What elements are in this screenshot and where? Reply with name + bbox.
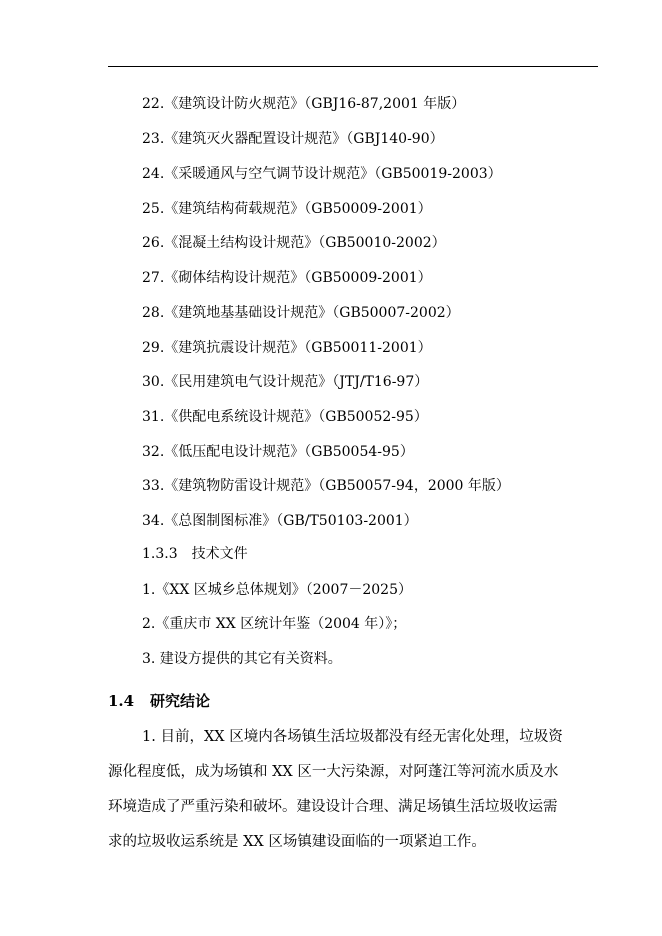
conclusion-line-4: 求的垃圾收运系统是 XX 区场镇建设面临的一项紧迫工作。 [108, 834, 486, 850]
reference-item-31: 31.《供配电系统设计规范》（GB50052-95） [142, 409, 428, 425]
reference-item-23: 23.《建筑灭火器配置设计规范》（GBJ140-90） [142, 131, 444, 147]
reference-item-32: 32.《低压配电设计规范》（GB50054-95） [142, 444, 414, 460]
conclusion-line-2: 源化程度低，成为场镇和 XX 区一大污染源，对阿蓬江等河流水质及水 [108, 764, 559, 780]
reference-item-29: 29.《建筑抗震设计规范》（GB50011-2001） [142, 340, 432, 356]
reference-item-22: 22.《建筑设计防火规范》（GBJ16-87,2001 年版） [142, 96, 466, 112]
reference-item-33: 33.《建筑物防雷设计规范》（GB50057-94，2000 年版） [142, 478, 510, 494]
reference-item-28: 28.《建筑地基基础设计规范》（GB50007-2002） [142, 305, 460, 321]
section-title: 研究结论 [150, 692, 211, 710]
reference-item-24: 24.《采暖通风与空气调节设计规范》（GB50019-2003） [142, 166, 502, 182]
conclusion-line-3: 环境造成了严重污染和破坏。建设设计合理、满足场镇生活垃圾收运需 [108, 799, 558, 815]
reference-item-25: 25.《建筑结构荷载规范》（GB50009-2001） [142, 201, 432, 217]
reference-item-30: 30.《民用建筑电气设计规范》（JTJ/T16-97） [142, 374, 429, 390]
tech-doc-item-3: 3. 建设方提供的其它有关资料。 [142, 651, 342, 667]
subsection-number: 1.3.3 [142, 546, 178, 562]
reference-item-34: 34.《总图制图标准》（GB/T50103-2001） [142, 513, 418, 529]
conclusion-line-1: 1. 目前，XX 区境内各场镇生活垃圾都没有经无害化处理，垃圾资 [142, 729, 563, 745]
subsection-heading [142, 545, 248, 563]
header-rule [108, 66, 598, 67]
reference-item-27: 27.《砌体结构设计规范》（GB50009-2001） [142, 270, 432, 286]
tech-doc-item-2: 2.《重庆市 XX 区统计年鉴（2004 年）》； [142, 616, 407, 632]
section-heading [108, 691, 210, 711]
section-number: 1.4 [108, 692, 135, 710]
subsection-title: 技术文件 [191, 546, 248, 562]
reference-item-26: 26.《混凝土结构设计规范》（GB50010-2002） [142, 235, 446, 251]
tech-doc-item-1: 1.《XX 区城乡总体规划》（2007－2025） [142, 582, 412, 598]
